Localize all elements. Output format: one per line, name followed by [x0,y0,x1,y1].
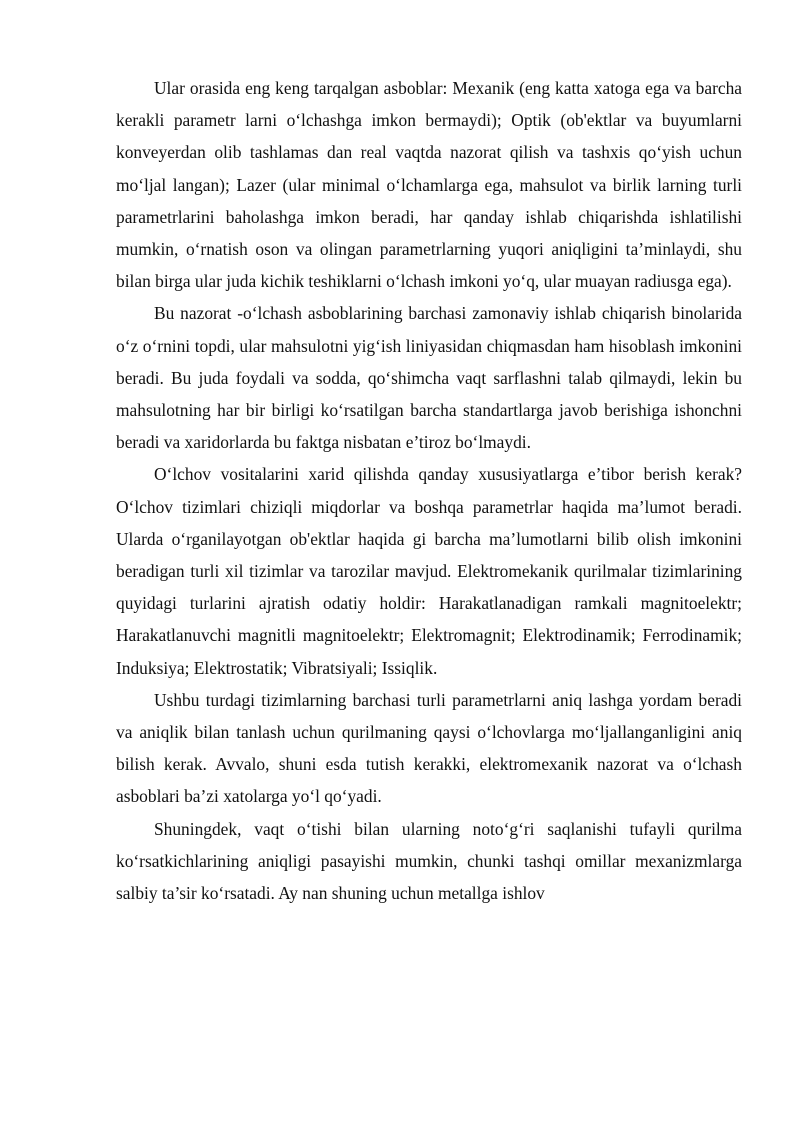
paragraph-instruments: Ular orasida eng keng tarqalgan asboblar: Mexanik (eng katta xatoga ega va barcha kerakli parametr larni o‘lchashga imkon bermaydi); Optik (ob'ektlar va buyumlarni konveyerdan olib tashlamas dan real vaqtda nazorat qilish va tashxis qo‘yish uchun mo‘ljal langan); Lazer (ular minimal o‘lchamlarga ega, mahsulot va birlik larning turli parametrlarini baholashga imkon beradi, har qanday ishlab chiqarishda ishlatilishi mumkin, o‘rnatish oson va olingan parametrlarning yuqori aniqligini ta’minlaydi, shu bilan birga ular juda kichik teshiklarni o‘lchash imkoni yo‘q, ular muayan radiusga ega). [116,78,742,292]
paragraph-aging-accuracy: Shuningdek, vaqt o‘tishi bilan ularning noto‘g‘ri saqlanishi tufayli qurilma ko‘rsatkichlarining aniqligi pasayishi mumkin, chunki tashqi omillar mexanizmlarga salbiy ta’sir ko‘rsatadi. Ay nan shuning uchun metallga ishlov [116,818,742,904]
document-page [116,72,742,909]
paragraph-production-use: Bu nazorat -o‘lchash asboblarining barchasi zamonaviy ishlab chiqarish binolarida o‘z o‘rnini topdi, ular mahsulotni yig‘ish liniyasidan chiqmasdan ham hisoblash imkonini beradi. Bu juda foydali va sodda, qo‘shimcha vaqt sarflashni talab qilmaydi, lekin bu mahsulotning har bir birligi ko‘rsatilgan barcha standartlarga javob berishiga ishonchni beradi va xaridorlarda bu faktga nisbatan e’tiroz bo‘lmaydi. [116,303,742,453]
paragraph-measurement-tools: O‘lchov vositalarini xarid qilishda qanday xususiyatlarga e’tibor berish kerak? O‘lchov tizimlari chiziqli miqdorlar va boshqa parametrlar haqida ma’lumot beradi. Ularda o‘rganilayotgan ob'ektlar haqida gi barcha ma’lumotlarni bilib olish imkonini beradigan turli xil tizimlar va tarozilar mavjud. Elektromekanik qurilmalar tizimlarining quyidagi turlarini ajratish odatiy holdir: Harakatlanadigan ramkali magnitoelektr; Harakatlanuvchi magnitli magnitoelektr; Elektromagnit; Elektrodinamik; Ferrodinamik; Induksiya; Elektrostatik; Vibratsiyali; Issiqlik. [116,464,742,678]
paragraph-system-accuracy: Ushbu turdagi tizimlarning barchasi turli parametrlarni aniq lashga yordam beradi va aniqlik bilan tanlash uchun qurilmaning qaysi o‘lchovlarga mo‘ljallanganligini aniq bilish kerak. Avvalo, shuni esda tutish kerakki, elektromexanik nazorat va o‘lchash asboblari ba’zi xatolarga yo‘l qo‘yadi. [116,689,742,807]
